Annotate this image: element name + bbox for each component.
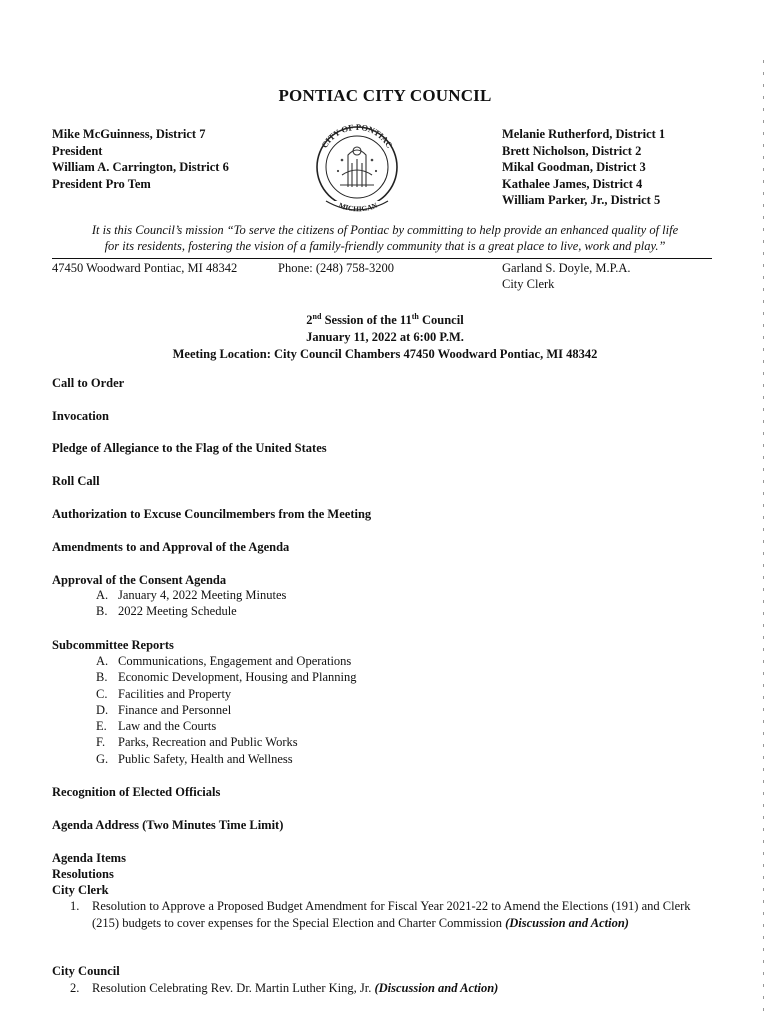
consent-list — [96, 587, 286, 620]
session-info — [0, 308, 770, 363]
item-number: 2. — [70, 981, 80, 995]
agenda-heading-resolutions: Resolutions — [52, 867, 114, 881]
item-text: Resolution Celebrating Rev. Dr. Martin Luther King, Jr. (Discussion and Action) — [92, 981, 499, 995]
member-line: William Parker, Jr., District 5 — [502, 193, 661, 207]
seal-top-text: CITY OF PONTIAC — [319, 121, 395, 150]
page-title: PONTIAC CITY COUNCIL — [278, 86, 492, 105]
agenda-heading-pledge: Pledge of Allegiance to the Flag of the United States — [52, 441, 327, 455]
council-members — [502, 126, 665, 209]
list-item: A. Communications, Engagement and Operations — [96, 654, 352, 668]
agenda-heading-call-to-order: Call to Order — [52, 376, 125, 390]
mission-statement — [40, 222, 730, 254]
item-text: Resolution to Approve a Proposed Budget Amendment for Fiscal Year 2021-22 to Amend the Elections (191) and Clerk (215) budgets to cover expenses for the Special Election and Charter Commission (Discussion and Action) — [92, 899, 691, 930]
list-item: E. Law and the Courts — [96, 719, 217, 734]
leader-line: William A. Carrington, District 6 — [52, 160, 229, 174]
agenda-heading-authorization: Authorization to Excuse Councilmembers from the Meeting — [52, 507, 372, 521]
agenda-item-2 — [70, 980, 710, 997]
member-line: Kathalee James, District 4 — [502, 176, 643, 191]
list-item: C. Facilities and Property — [96, 686, 232, 701]
city-clerk-info — [502, 260, 630, 292]
list-item: D. Finance and Personnel — [96, 702, 232, 717]
list-item: F. Parks, Recreation and Public Works — [96, 735, 298, 750]
agenda-heading-city-clerk: City Clerk — [52, 883, 109, 897]
leader-line: President — [52, 143, 103, 158]
agenda-heading-subcommittee: Subcommittee Reports — [52, 638, 174, 652]
list-item: A. January 4, 2022 Meeting Minutes — [96, 588, 287, 602]
agenda-heading-agenda-address: Agenda Address (Two Minutes Time Limit) — [52, 818, 284, 832]
address: 47450 Woodward Pontiac, MI 48342 — [52, 261, 238, 275]
header-divider — [52, 258, 712, 259]
list-item: B. 2022 Meeting Schedule — [96, 604, 237, 619]
clerk-title: City Clerk — [502, 277, 555, 291]
agenda-heading-invocation: Invocation — [52, 409, 109, 423]
clerk-name: Garland S. Doyle, M.P.A. — [502, 261, 631, 275]
seal-bottom-text: MICHIGAN — [337, 200, 379, 214]
agenda-heading-consent: Approval of the Consent Agenda — [52, 573, 227, 587]
member-line: Brett Nicholson, District 2 — [502, 143, 642, 158]
list-item: B. Economic Development, Housing and Planning — [96, 670, 357, 685]
agenda-heading-agenda-items: Agenda Items — [52, 851, 126, 865]
item-number: 1. — [70, 899, 80, 913]
subcommittee-list — [96, 653, 357, 767]
agenda-heading-amendments: Amendments to and Approval of the Agenda — [52, 540, 290, 554]
session-date: January 11, 2022 at 6:00 P.M. — [306, 330, 464, 345]
agenda-heading-roll-call: Roll Call — [52, 474, 100, 488]
leader-line: President Pro Tem — [52, 176, 151, 191]
agenda-item-1 — [70, 898, 710, 931]
mission-line-1: It is this Council’s mission “To serve the citizens of Pontiac by committing to help provide an enhanced quality of life — [91, 223, 679, 237]
list-item: G. Public Safety, Health and Wellness — [96, 751, 293, 766]
member-line: Melanie Rutherford, District 1 — [502, 127, 666, 141]
leader-line: Mike McGuinness, District 7 — [52, 127, 206, 141]
member-line: Mikal Goodman, District 3 — [502, 160, 646, 174]
session-line-1: 2nd Session of the 11th Council — [306, 312, 464, 328]
city-seal-icon — [312, 115, 402, 223]
agenda-heading-recognition: Recognition of Elected Officials — [52, 785, 221, 799]
mission-line-2: for its residents, fostering the vision of a family-friendly community that is a great place to live, work and play.” — [104, 239, 666, 253]
meeting-location: Meeting Location: City Council Chambers 47450 Woodward Pontiac, MI 48342 — [172, 347, 598, 362]
phone: Phone: (248) 758-3200 — [278, 261, 394, 275]
council-leadership — [52, 126, 229, 192]
agenda-heading-city-council: City Council — [52, 964, 120, 978]
scan-edge-marks — [763, 60, 764, 1020]
